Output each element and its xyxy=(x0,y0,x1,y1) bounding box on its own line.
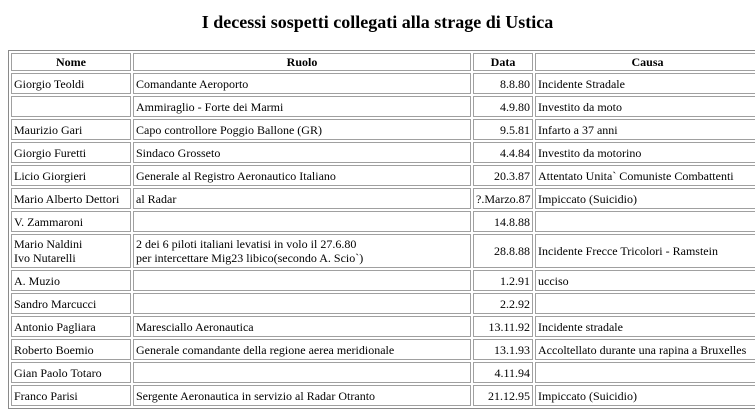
header-data: Data xyxy=(473,53,533,71)
deaths-table-container xyxy=(8,50,752,409)
cell-ruolo xyxy=(133,293,471,314)
cell-ruolo: al Radar xyxy=(133,188,471,209)
table-row xyxy=(11,234,755,268)
cell-ruolo: Comandante Aeroporto xyxy=(133,73,471,94)
table-row xyxy=(11,362,755,383)
deaths-table xyxy=(8,50,755,409)
table-row xyxy=(11,270,755,291)
table-row xyxy=(11,165,755,186)
cell-causa: Incidente stradale xyxy=(535,316,755,337)
cell-causa: Infarto a 37 anni xyxy=(535,119,755,140)
cell-nome: V. Zammaroni xyxy=(11,211,131,232)
cell-causa: Incidente Stradale xyxy=(535,73,755,94)
cell-nome: Giorgio Teoldi xyxy=(11,73,131,94)
cell-ruolo: Ammiraglio - Forte dei Marmi xyxy=(133,96,471,117)
cell-causa: Incidente Frecce Tricolori - Ramstein xyxy=(535,234,755,268)
cell-ruolo: Sergente Aeronautica in servizio al Radar Otranto xyxy=(133,385,471,406)
cell-nome: Gian Paolo Totaro xyxy=(11,362,131,383)
cell-causa xyxy=(535,211,755,232)
cell-data: 9.5.81 xyxy=(473,119,533,140)
cell-data: 14.8.88 xyxy=(473,211,533,232)
table-row xyxy=(11,142,755,163)
cell-causa: Attentato Unita` Comuniste Combattenti xyxy=(535,165,755,186)
cell-data: 28.8.88 xyxy=(473,234,533,268)
cell-causa: ucciso xyxy=(535,270,755,291)
table-row xyxy=(11,211,755,232)
cell-causa xyxy=(535,362,755,383)
cell-ruolo: Sindaco Grosseto xyxy=(133,142,471,163)
cell-nome: Sandro Marcucci xyxy=(11,293,131,314)
cell-data: ?.Marzo.87 xyxy=(473,188,533,209)
cell-ruolo: Generale al Registro Aeronautico Italiano xyxy=(133,165,471,186)
table-header-row xyxy=(11,53,755,71)
cell-data: 8.8.80 xyxy=(473,73,533,94)
cell-nome: Roberto Boemio xyxy=(11,339,131,360)
cell-data: 4.9.80 xyxy=(473,96,533,117)
cell-ruolo xyxy=(133,211,471,232)
cell-data: 20.3.87 xyxy=(473,165,533,186)
header-nome: Nome xyxy=(11,53,131,71)
table-row xyxy=(11,316,755,337)
cell-nome: Maurizio Gari xyxy=(11,119,131,140)
cell-data: 4.11.94 xyxy=(473,362,533,383)
table-row xyxy=(11,339,755,360)
cell-ruolo xyxy=(133,270,471,291)
cell-nome: Licio Giorgieri xyxy=(11,165,131,186)
cell-nome xyxy=(11,96,131,117)
cell-causa: Accoltellato durante una rapina a Bruxelles xyxy=(535,339,755,360)
cell-nome: Giorgio Furetti xyxy=(11,142,131,163)
cell-data: 2.2.92 xyxy=(473,293,533,314)
cell-data: 21.12.95 xyxy=(473,385,533,406)
table-row xyxy=(11,73,755,94)
cell-ruolo xyxy=(133,362,471,383)
cell-ruolo: Maresciallo Aeronautica xyxy=(133,316,471,337)
table-row xyxy=(11,188,755,209)
cell-ruolo: Capo controllore Poggio Ballone (GR) xyxy=(133,119,471,140)
table-row xyxy=(11,119,755,140)
cell-ruolo: Generale comandante della regione aerea meridionale xyxy=(133,339,471,360)
cell-nome: Franco Parisi xyxy=(11,385,131,406)
table-row xyxy=(11,293,755,314)
cell-data: 1.2.91 xyxy=(473,270,533,291)
cell-nome: Mario Naldini Ivo Nutarelli xyxy=(11,234,131,268)
page-title: I decessi sospetti collegati alla strage di Ustica xyxy=(201,12,554,32)
cell-nome: Mario Alberto Dettori xyxy=(11,188,131,209)
cell-data: 13.11.92 xyxy=(473,316,533,337)
header-ruolo: Ruolo xyxy=(133,53,471,71)
table-row xyxy=(11,385,755,406)
cell-causa: Investito da motorino xyxy=(535,142,755,163)
cell-causa: Impiccato (Suicidio) xyxy=(535,385,755,406)
cell-causa: Investito da moto xyxy=(535,96,755,117)
cell-data: 13.1.93 xyxy=(473,339,533,360)
header-causa: Causa xyxy=(535,53,755,71)
cell-data: 4.4.84 xyxy=(473,142,533,163)
table-row xyxy=(11,96,755,117)
cell-nome: A. Muzio xyxy=(11,270,131,291)
cell-causa xyxy=(535,293,755,314)
cell-ruolo: 2 dei 6 piloti italiani levatisi in volo il 27.6.80 per intercettare Mig23 libico(secondo A. Scio`) xyxy=(133,234,471,268)
cell-causa: Impiccato (Suicidio) xyxy=(535,188,755,209)
cell-nome: Antonio Pagliara xyxy=(11,316,131,337)
